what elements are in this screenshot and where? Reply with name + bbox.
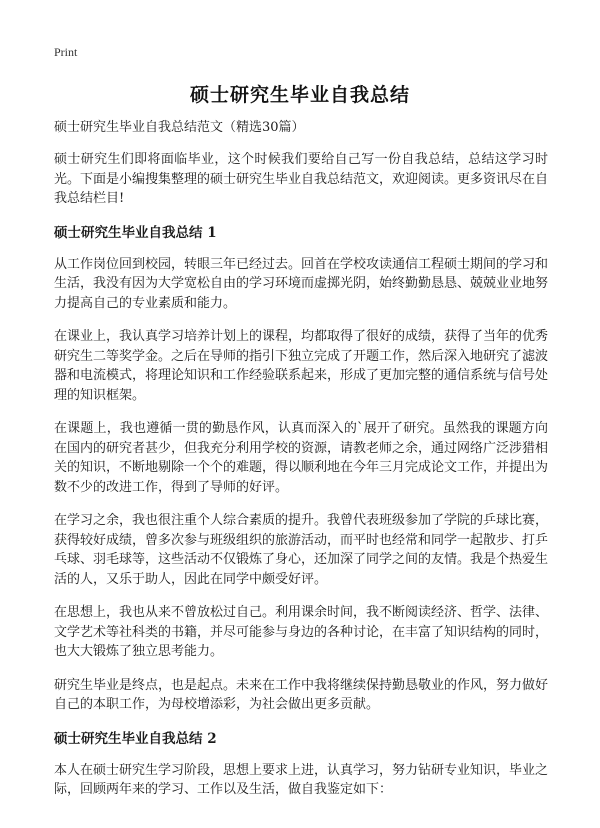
- section-1-paragraph-4: 在学习之余，我也很注重个人综合素质的提升。我曾代表班级参加了学院的乒球比赛，获得较好成绩，曾多次参与班级组织的旅游活动，而平时也经常和同学一起散步、打乒乓球、羽毛球等，这些活动不仅锻炼了身心，还加深了同学之间的友情。我是个热爱生活的人，又乐于助人，因此在同学中颇受好评。: [54, 513, 549, 587]
- document-subtitle: 硕士研究生毕业自我总结范文（精选30篇）: [54, 120, 305, 135]
- intro-paragraph: 硕士研究生们即将面临毕业，这个时候我们要给自己写一份自我总结，总结这学习时光。下面是小编搜集整理的硕士研究生毕业自我总结范文，欢迎阅读。更多资讯尽在自我总结栏目!: [54, 152, 549, 206]
- section-1-paragraph-2: 在课业上，我认真学习培养计划上的课程，均都取得了很好的成绩，获得了当年的优秀研究生二等奖学金。之后在导师的指引下独立完成了开题工作，然后深入地研究了滤波器和电流模式，将理论知识和工作经验联系起来，形成了更加完整的通信系统与信号处理的知识框架。: [54, 329, 549, 403]
- section-1-paragraph-3: 在课题上，我也遵循一贯的勤恳作风，认真而深入的`展开了研究。虽然我的课题方向在国内的研究者甚少，但我充分利用学校的资源，请教老师之余，通过网络广泛涉猎相关的知识，不断地剔除一个个的难题，得以顺利地在今年三月完成论文工作，并提出为数不少的改进工作，得到了导师的好评。: [54, 421, 549, 495]
- section-2-paragraph-1: 本人在硕士研究生学习阶段，思想上要求上进，认真学习，努力钻研专业知识，毕业之际，回顾两年来的学习、工作以及生活，做自我鉴定如下：: [54, 762, 549, 797]
- section-heading-2: 硕士研究生毕业自我总结 2: [54, 730, 217, 747]
- print-link[interactable]: Print: [54, 45, 78, 59]
- document-body: [54, 118, 548, 814]
- document-title: 硕士研究生毕业自我总结: [189, 84, 410, 106]
- section-heading-1: 硕士研究生毕业自我总结 1: [54, 224, 217, 241]
- section-1-paragraph-1: 从工作岗位回到校园，转眼三年已经过去。回首在学校攻读通信工程硕士期间的学习和生活，我没有因为大学宽松自由的学习环境而虚掷光阴，始终勤勤恳恳、兢兢业业地努力提高自己的专业素质和能力。: [54, 256, 549, 311]
- section-1-paragraph-5: 在思想上，我也从来不曾放松过自己。利用课余时间，我不断阅读经济、哲学、法律、文学艺术等社科类的书籍，并尽可能参与身边的各种讨论，在丰富了知识结构的同时，也大大锻炼了独立思考能力。: [54, 605, 549, 659]
- section-1-paragraph-6: 研究生毕业是终点，也是起点。未来在工作中我将继续保持勤恳敬业的作风，努力做好自己的本职工作，为母校增添彩，为社会做出更多贡献。: [54, 677, 549, 712]
